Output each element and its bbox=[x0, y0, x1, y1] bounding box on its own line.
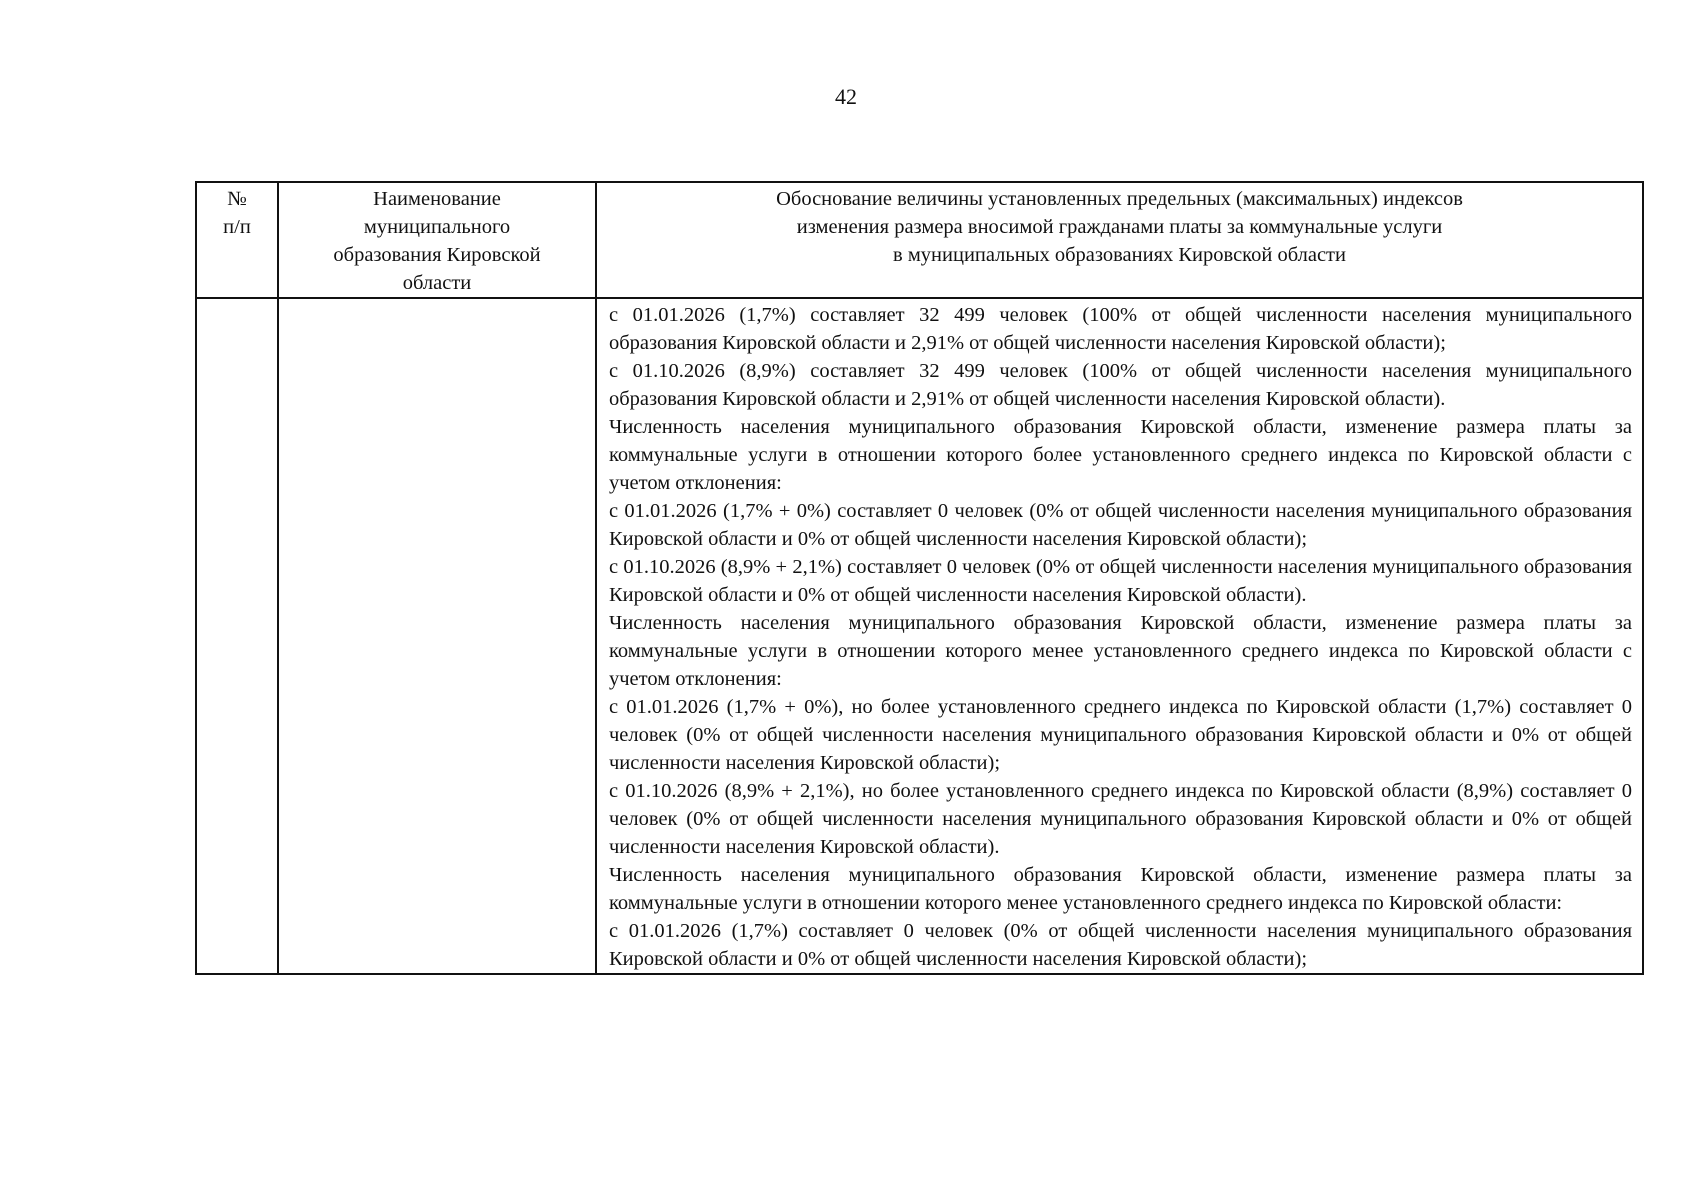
justification-paragraph: с 01.10.2026 (8,9% + 2,1%) составляет 0 человек (0% от общей численности населения муниципального образования Кировской области и 0% от общей численности населения Кировской области). bbox=[609, 556, 1632, 606]
justification-paragraph: с 01.01.2026 (1,7% + 0%) составляет 0 человек (0% от общей численности населения муниципального образования Кировской области и 0% от общей численности населения Кировской области); bbox=[609, 500, 1632, 550]
header-justification-line: в муниципальных образованиях Кировской области bbox=[893, 244, 1346, 266]
row-municipality-cell bbox=[278, 298, 596, 974]
header-number-line: № bbox=[227, 188, 247, 210]
header-municipality-name bbox=[278, 182, 596, 298]
justification-paragraph: с 01.01.2026 (1,7% + 0%), но более установленного среднего индекса по Кировской области (1,7%) составляет 0 человек (0% от общей численности населения муниципального образования Кировской области и 0% от общей численности населения Кировской области); bbox=[609, 696, 1632, 774]
header-name-line: области bbox=[402, 272, 472, 294]
justification-paragraph: с 01.01.2026 (1,7%) составляет 0 человек (0% от общей численности населения муниципального образования Кировской области и 0% от общей численности населения Кировской области); bbox=[609, 920, 1632, 970]
justification-paragraph: Численность населения муниципального образования Кировской области, изменение размера платы за коммунальные услуги в отношении которого более установленного среднего индекса по Кировской области с учетом отклонения: bbox=[609, 416, 1632, 494]
header-justification bbox=[596, 182, 1643, 298]
justification-paragraph: Численность населения муниципального образования Кировской области, изменение размера платы за коммунальные услуги в отношении которого менее установленного среднего индекса по Кировской области: bbox=[609, 864, 1632, 914]
header-number bbox=[196, 182, 278, 298]
justification-paragraph: с 01.10.2026 (8,9%) составляет 32 499 человек (100% от общей численности населения муниципального образования Кировской области и 2,91% от общей численности населения Кировской области). bbox=[609, 360, 1632, 410]
table-header-row bbox=[196, 182, 1643, 298]
justification-paragraph: с 01.10.2026 (8,9% + 2,1%), но более установленного среднего индекса по Кировской области (8,9%) составляет 0 человек (0% от общей численности населения муниципального образования Кировской области и 0% от общей численности населения Кировской области). bbox=[609, 780, 1632, 858]
header-name-line: Наименование bbox=[373, 188, 501, 210]
header-name-line: муниципального bbox=[363, 216, 511, 238]
justification-paragraph: с 01.01.2026 (1,7%) составляет 32 499 человек (100% от общей численности населения муниципального образования Кировской области и 2,91% от общей численности населения Кировской области); bbox=[609, 304, 1632, 354]
header-number-line: п/п bbox=[223, 216, 251, 238]
table-row bbox=[196, 298, 1643, 974]
justification-table bbox=[195, 181, 1644, 975]
justification-paragraph: Численность населения муниципального образования Кировской области, изменение размера платы за коммунальные услуги в отношении которого менее установленного среднего индекса по Кировской области с учетом отклонения: bbox=[609, 612, 1632, 690]
header-justification-line: изменения размера вносимой гражданами платы за коммунальные услуги bbox=[796, 216, 1443, 238]
page-number: 42 bbox=[835, 84, 857, 109]
header-name-line: образования Кировской bbox=[333, 244, 541, 266]
row-number-cell bbox=[196, 298, 278, 974]
row-justification-cell bbox=[596, 298, 1643, 974]
header-justification-line: Обоснование величины установленных предельных (максимальных) индексов bbox=[776, 188, 1463, 210]
